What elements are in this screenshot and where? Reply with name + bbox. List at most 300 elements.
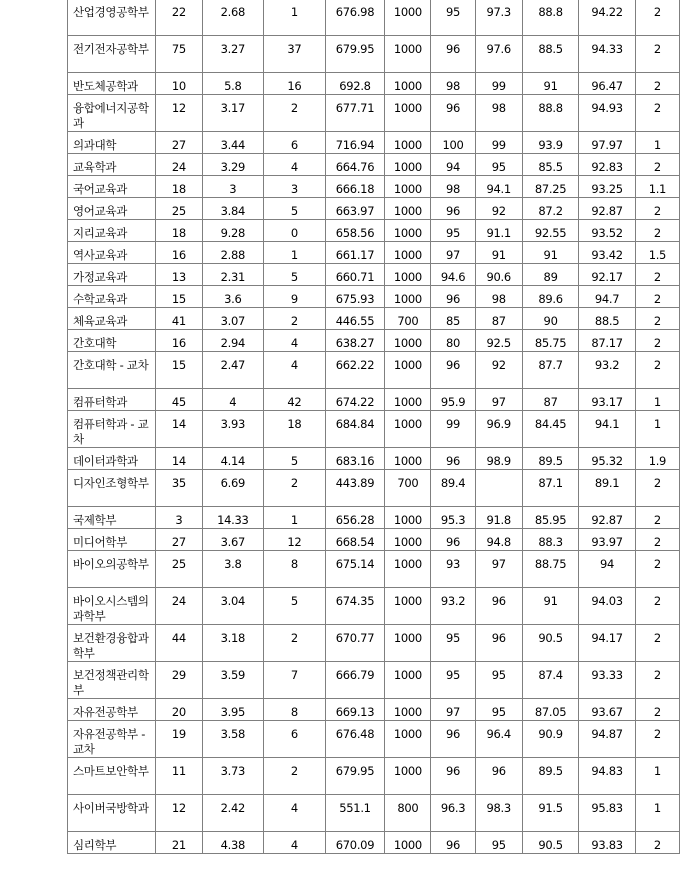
value-cell-c7: 96.4 [475,721,522,758]
value-cell-c2: 4 [202,389,264,411]
value-cell-c5: 1000 [385,154,431,176]
table-row [68,73,680,95]
value-cell-c2: 4.38 [202,832,264,854]
value-cell-c4: 675.14 [325,551,385,588]
value-cell-c6: 80 [431,330,475,352]
value-cell-c8: 88.5 [522,36,578,73]
value-cell-c1: 24 [156,154,202,176]
value-cell-c4: 670.77 [325,625,385,662]
value-cell-c5: 1000 [385,758,431,795]
value-cell-c2: 2.31 [202,264,264,286]
value-cell-c1: 16 [156,330,202,352]
value-cell-c9: 94.93 [579,95,635,132]
value-cell-c1: 27 [156,529,202,551]
value-cell-c7: 97 [475,551,522,588]
value-cell-c1: 29 [156,662,202,699]
value-cell-c2: 3.58 [202,721,264,758]
value-cell-c2: 2.68 [202,0,264,36]
table-row [68,330,680,352]
value-cell-c8: 91 [522,242,578,264]
table-row [68,176,680,198]
table-row [68,198,680,220]
value-cell-c8: 87 [522,389,578,411]
value-cell-c1: 44 [156,625,202,662]
value-cell-c3: 5 [264,264,326,286]
value-cell-c9: 92.87 [579,507,635,529]
value-cell-c10: 2 [635,625,679,662]
dept-cell: 컴퓨터학과 [68,389,156,411]
value-cell-c1: 11 [156,758,202,795]
dept-cell: 미디어학부 [68,529,156,551]
value-cell-c9: 87.17 [579,330,635,352]
value-cell-c7: 96 [475,625,522,662]
value-cell-c10: 1 [635,411,679,448]
value-cell-c6: 96 [431,832,475,854]
value-cell-c3: 1 [264,242,326,264]
value-cell-c7: 96 [475,758,522,795]
dept-cell: 컴퓨터학과 - 교차 [68,411,156,448]
dept-cell: 데이터과학과 [68,448,156,470]
table-row [68,448,680,470]
value-cell-c9: 88.5 [579,308,635,330]
value-cell-c6: 95.9 [431,389,475,411]
value-cell-c5: 1000 [385,36,431,73]
admissions-table [67,0,680,854]
value-cell-c4: 661.17 [325,242,385,264]
table-row [68,389,680,411]
value-cell-c8: 91.5 [522,795,578,832]
value-cell-c8: 85.5 [522,154,578,176]
value-cell-c9: 94.1 [579,411,635,448]
value-cell-c6: 97 [431,699,475,721]
value-cell-c9: 94 [579,551,635,588]
value-cell-c2: 3.07 [202,308,264,330]
value-cell-c2: 9.28 [202,220,264,242]
value-cell-c6: 96 [431,758,475,795]
value-cell-c10: 2 [635,198,679,220]
value-cell-c1: 24 [156,588,202,625]
value-cell-c3: 4 [264,352,326,389]
value-cell-c10: 2 [635,0,679,36]
value-cell-c10: 1.5 [635,242,679,264]
value-cell-c5: 1000 [385,551,431,588]
value-cell-c3: 18 [264,411,326,448]
value-cell-c4: 679.95 [325,758,385,795]
value-cell-c7: 95 [475,154,522,176]
value-cell-c7: 95 [475,662,522,699]
value-cell-c5: 1000 [385,95,431,132]
value-cell-c7: 96.9 [475,411,522,448]
value-cell-c6: 95 [431,0,475,36]
value-cell-c10: 2 [635,308,679,330]
value-cell-c7: 94.8 [475,529,522,551]
value-cell-c5: 1000 [385,286,431,308]
value-cell-c8: 88.3 [522,529,578,551]
value-cell-c8: 85.95 [522,507,578,529]
table-row [68,551,680,588]
value-cell-c5: 1000 [385,352,431,389]
table-row [68,0,680,36]
value-cell-c7: 90.6 [475,264,522,286]
value-cell-c3: 4 [264,154,326,176]
value-cell-c2: 6.69 [202,470,264,507]
value-cell-c6: 95.3 [431,507,475,529]
value-cell-c7: 98 [475,286,522,308]
value-cell-c4: 551.1 [325,795,385,832]
value-cell-c4: 658.56 [325,220,385,242]
dept-cell: 자유전공학부 [68,699,156,721]
value-cell-c1: 41 [156,308,202,330]
value-cell-c8: 88.75 [522,551,578,588]
table-row [68,832,680,854]
value-cell-c2: 3.27 [202,36,264,73]
table-row [68,154,680,176]
dept-cell: 간호대학 [68,330,156,352]
value-cell-c1: 21 [156,832,202,854]
value-cell-c4: 664.76 [325,154,385,176]
value-cell-c8: 87.25 [522,176,578,198]
value-cell-c7: 98.3 [475,795,522,832]
value-cell-c5: 700 [385,470,431,507]
value-cell-c5: 1000 [385,389,431,411]
value-cell-c6: 96 [431,529,475,551]
value-cell-c10: 2 [635,551,679,588]
table-row [68,529,680,551]
value-cell-c7: 95 [475,832,522,854]
value-cell-c6: 95 [431,220,475,242]
value-cell-c3: 5 [264,198,326,220]
value-cell-c1: 22 [156,0,202,36]
value-cell-c9: 93.33 [579,662,635,699]
value-cell-c9: 93.52 [579,220,635,242]
value-cell-c1: 10 [156,73,202,95]
dept-cell: 스마트보안학부 [68,758,156,795]
value-cell-c5: 1000 [385,220,431,242]
value-cell-c10: 2 [635,73,679,95]
value-cell-c5: 700 [385,308,431,330]
value-cell-c1: 16 [156,242,202,264]
dept-cell: 바이오시스템의과학부 [68,588,156,625]
dept-cell: 간호대학 - 교차 [68,352,156,389]
value-cell-c3: 8 [264,699,326,721]
value-cell-c4: 666.18 [325,176,385,198]
value-cell-c4: 692.8 [325,73,385,95]
value-cell-c9: 93.2 [579,352,635,389]
value-cell-c4: 675.93 [325,286,385,308]
value-cell-c9: 94.22 [579,0,635,36]
value-cell-c2: 4.14 [202,448,264,470]
value-cell-c5: 1000 [385,242,431,264]
dept-cell: 국제학부 [68,507,156,529]
dept-cell: 역사교육과 [68,242,156,264]
value-cell-c4: 662.22 [325,352,385,389]
value-cell-c6: 99 [431,411,475,448]
value-cell-c9: 94.33 [579,36,635,73]
value-cell-c3: 4 [264,795,326,832]
value-cell-c9: 93.97 [579,529,635,551]
value-cell-c5: 1000 [385,330,431,352]
value-cell-c8: 91 [522,73,578,95]
value-cell-c4: 679.95 [325,36,385,73]
value-cell-c5: 1000 [385,73,431,95]
dept-cell: 영어교육과 [68,198,156,220]
value-cell-c2: 3.18 [202,625,264,662]
value-cell-c4: 676.48 [325,721,385,758]
value-cell-c6: 96 [431,198,475,220]
value-cell-c10: 2 [635,286,679,308]
value-cell-c9: 89.1 [579,470,635,507]
value-cell-c7: 91 [475,242,522,264]
value-cell-c7: 87 [475,308,522,330]
table-row [68,95,680,132]
value-cell-c3: 3 [264,176,326,198]
value-cell-c4: 669.13 [325,699,385,721]
value-cell-c6: 95 [431,662,475,699]
value-cell-c4: 446.55 [325,308,385,330]
value-cell-c2: 3.84 [202,198,264,220]
value-cell-c2: 3 [202,176,264,198]
value-cell-c9: 94.03 [579,588,635,625]
value-cell-c3: 0 [264,220,326,242]
value-cell-c5: 1000 [385,132,431,154]
dept-cell: 자유전공학부 - 교차 [68,721,156,758]
value-cell-c9: 93.83 [579,832,635,854]
value-cell-c2: 2.42 [202,795,264,832]
value-cell-c6: 100 [431,132,475,154]
value-cell-c4: 674.22 [325,389,385,411]
value-cell-c3: 1 [264,507,326,529]
value-cell-c5: 1000 [385,0,431,36]
value-cell-c7: 97.6 [475,36,522,73]
dept-cell: 의과대학 [68,132,156,154]
table-row [68,36,680,73]
value-cell-c1: 27 [156,132,202,154]
table-row [68,308,680,330]
value-cell-c1: 13 [156,264,202,286]
value-cell-c9: 94.83 [579,758,635,795]
value-cell-c10: 2 [635,507,679,529]
value-cell-c7: 96 [475,588,522,625]
value-cell-c8: 87.1 [522,470,578,507]
value-cell-c7: 92 [475,198,522,220]
value-cell-c3: 2 [264,308,326,330]
value-cell-c1: 14 [156,448,202,470]
dept-cell: 보건정책관리학부 [68,662,156,699]
value-cell-c9: 92.87 [579,198,635,220]
value-cell-c10: 2 [635,36,679,73]
dept-cell: 바이오의공학부 [68,551,156,588]
value-cell-c5: 1000 [385,625,431,662]
value-cell-c8: 89.5 [522,758,578,795]
dept-cell: 수학교육과 [68,286,156,308]
value-cell-c4: 670.09 [325,832,385,854]
value-cell-c5: 1000 [385,588,431,625]
value-cell-c8: 89.5 [522,448,578,470]
value-cell-c10: 2 [635,832,679,854]
value-cell-c6: 97 [431,242,475,264]
value-cell-c6: 89.4 [431,470,475,507]
value-cell-c8: 87.2 [522,198,578,220]
value-cell-c1: 18 [156,176,202,198]
table-row [68,411,680,448]
dept-cell: 전기전자공학부 [68,36,156,73]
value-cell-c3: 42 [264,389,326,411]
value-cell-c2: 3.44 [202,132,264,154]
value-cell-c6: 85 [431,308,475,330]
table-row [68,220,680,242]
table-body [68,0,680,854]
table-row [68,795,680,832]
value-cell-c4: 663.97 [325,198,385,220]
value-cell-c8: 84.45 [522,411,578,448]
dept-cell: 국어교육과 [68,176,156,198]
value-cell-c2: 3.8 [202,551,264,588]
value-cell-c6: 96 [431,36,475,73]
value-cell-c1: 19 [156,721,202,758]
value-cell-c4: 683.16 [325,448,385,470]
value-cell-c10: 2 [635,588,679,625]
value-cell-c10: 1.9 [635,448,679,470]
value-cell-c4: 676.98 [325,0,385,36]
table-row [68,662,680,699]
value-cell-c3: 4 [264,832,326,854]
value-cell-c1: 12 [156,95,202,132]
dept-cell: 보건환경융합과학부 [68,625,156,662]
value-cell-c1: 14 [156,411,202,448]
value-cell-c5: 800 [385,795,431,832]
dept-cell: 체육교육과 [68,308,156,330]
value-cell-c7: 97.3 [475,0,522,36]
value-cell-c5: 1000 [385,699,431,721]
value-cell-c2: 5.8 [202,73,264,95]
value-cell-c8: 90.9 [522,721,578,758]
table-row [68,507,680,529]
table-row [68,625,680,662]
value-cell-c4: 660.71 [325,264,385,286]
value-cell-c10: 2 [635,470,679,507]
value-cell-c6: 96 [431,448,475,470]
dept-cell: 사이버국방학과 [68,795,156,832]
value-cell-c2: 3.93 [202,411,264,448]
value-cell-c7: 91.1 [475,220,522,242]
value-cell-c4: 684.84 [325,411,385,448]
value-cell-c8: 88.8 [522,95,578,132]
value-cell-c10: 2 [635,264,679,286]
table-row [68,286,680,308]
value-cell-c3: 7 [264,662,326,699]
value-cell-c1: 25 [156,551,202,588]
value-cell-c5: 1000 [385,832,431,854]
value-cell-c7: 92 [475,352,522,389]
value-cell-c8: 87.05 [522,699,578,721]
value-cell-c9: 92.17 [579,264,635,286]
dept-cell: 지리교육과 [68,220,156,242]
value-cell-c10: 2 [635,154,679,176]
value-cell-c7: 97 [475,389,522,411]
value-cell-c2: 3.04 [202,588,264,625]
value-cell-c5: 1000 [385,198,431,220]
value-cell-c2: 3.67 [202,529,264,551]
value-cell-c1: 15 [156,286,202,308]
value-cell-c8: 90.5 [522,625,578,662]
dept-cell: 디자인조형학부 [68,470,156,507]
value-cell-c6: 98 [431,73,475,95]
value-cell-c9: 96.47 [579,73,635,95]
table-row [68,132,680,154]
value-cell-c6: 98 [431,176,475,198]
value-cell-c5: 1000 [385,662,431,699]
value-cell-c5: 1000 [385,264,431,286]
value-cell-c4: 716.94 [325,132,385,154]
table-row [68,588,680,625]
value-cell-c1: 35 [156,470,202,507]
value-cell-c10: 2 [635,220,679,242]
value-cell-c3: 1 [264,0,326,36]
table-row [68,699,680,721]
value-cell-c8: 85.75 [522,330,578,352]
value-cell-c9: 94.17 [579,625,635,662]
value-cell-c8: 90.5 [522,832,578,854]
value-cell-c10: 1 [635,132,679,154]
value-cell-c6: 95 [431,625,475,662]
value-cell-c4: 674.35 [325,588,385,625]
value-cell-c10: 1 [635,795,679,832]
value-cell-c1: 20 [156,699,202,721]
value-cell-c2: 3.29 [202,154,264,176]
value-cell-c8: 87.4 [522,662,578,699]
value-cell-c1: 25 [156,198,202,220]
value-cell-c5: 1000 [385,507,431,529]
value-cell-c4: 638.27 [325,330,385,352]
value-cell-c8: 88.8 [522,0,578,36]
value-cell-c4: 666.79 [325,662,385,699]
value-cell-c3: 12 [264,529,326,551]
value-cell-c4: 668.54 [325,529,385,551]
value-cell-c2: 2.47 [202,352,264,389]
value-cell-c6: 93 [431,551,475,588]
value-cell-c10: 2 [635,352,679,389]
value-cell-c3: 9 [264,286,326,308]
value-cell-c3: 16 [264,73,326,95]
value-cell-c5: 1000 [385,721,431,758]
value-cell-c8: 90 [522,308,578,330]
value-cell-c2: 3.59 [202,662,264,699]
value-cell-c3: 37 [264,36,326,73]
value-cell-c3: 4 [264,330,326,352]
value-cell-c9: 92.83 [579,154,635,176]
value-cell-c3: 5 [264,588,326,625]
value-cell-c6: 96 [431,95,475,132]
value-cell-c9: 93.67 [579,699,635,721]
value-cell-c2: 3.6 [202,286,264,308]
value-cell-c10: 1.1 [635,176,679,198]
value-cell-c8: 89.6 [522,286,578,308]
value-cell-c1: 15 [156,352,202,389]
value-cell-c7: 91.8 [475,507,522,529]
value-cell-c2: 3.17 [202,95,264,132]
table-row [68,264,680,286]
value-cell-c2: 3.73 [202,758,264,795]
dept-cell: 교육학과 [68,154,156,176]
value-cell-c3: 8 [264,551,326,588]
dept-cell: 반도체공학과 [68,73,156,95]
value-cell-c6: 96.3 [431,795,475,832]
value-cell-c6: 96 [431,286,475,308]
value-cell-c10: 2 [635,721,679,758]
value-cell-c1: 12 [156,795,202,832]
table-row [68,470,680,507]
value-cell-c1: 18 [156,220,202,242]
